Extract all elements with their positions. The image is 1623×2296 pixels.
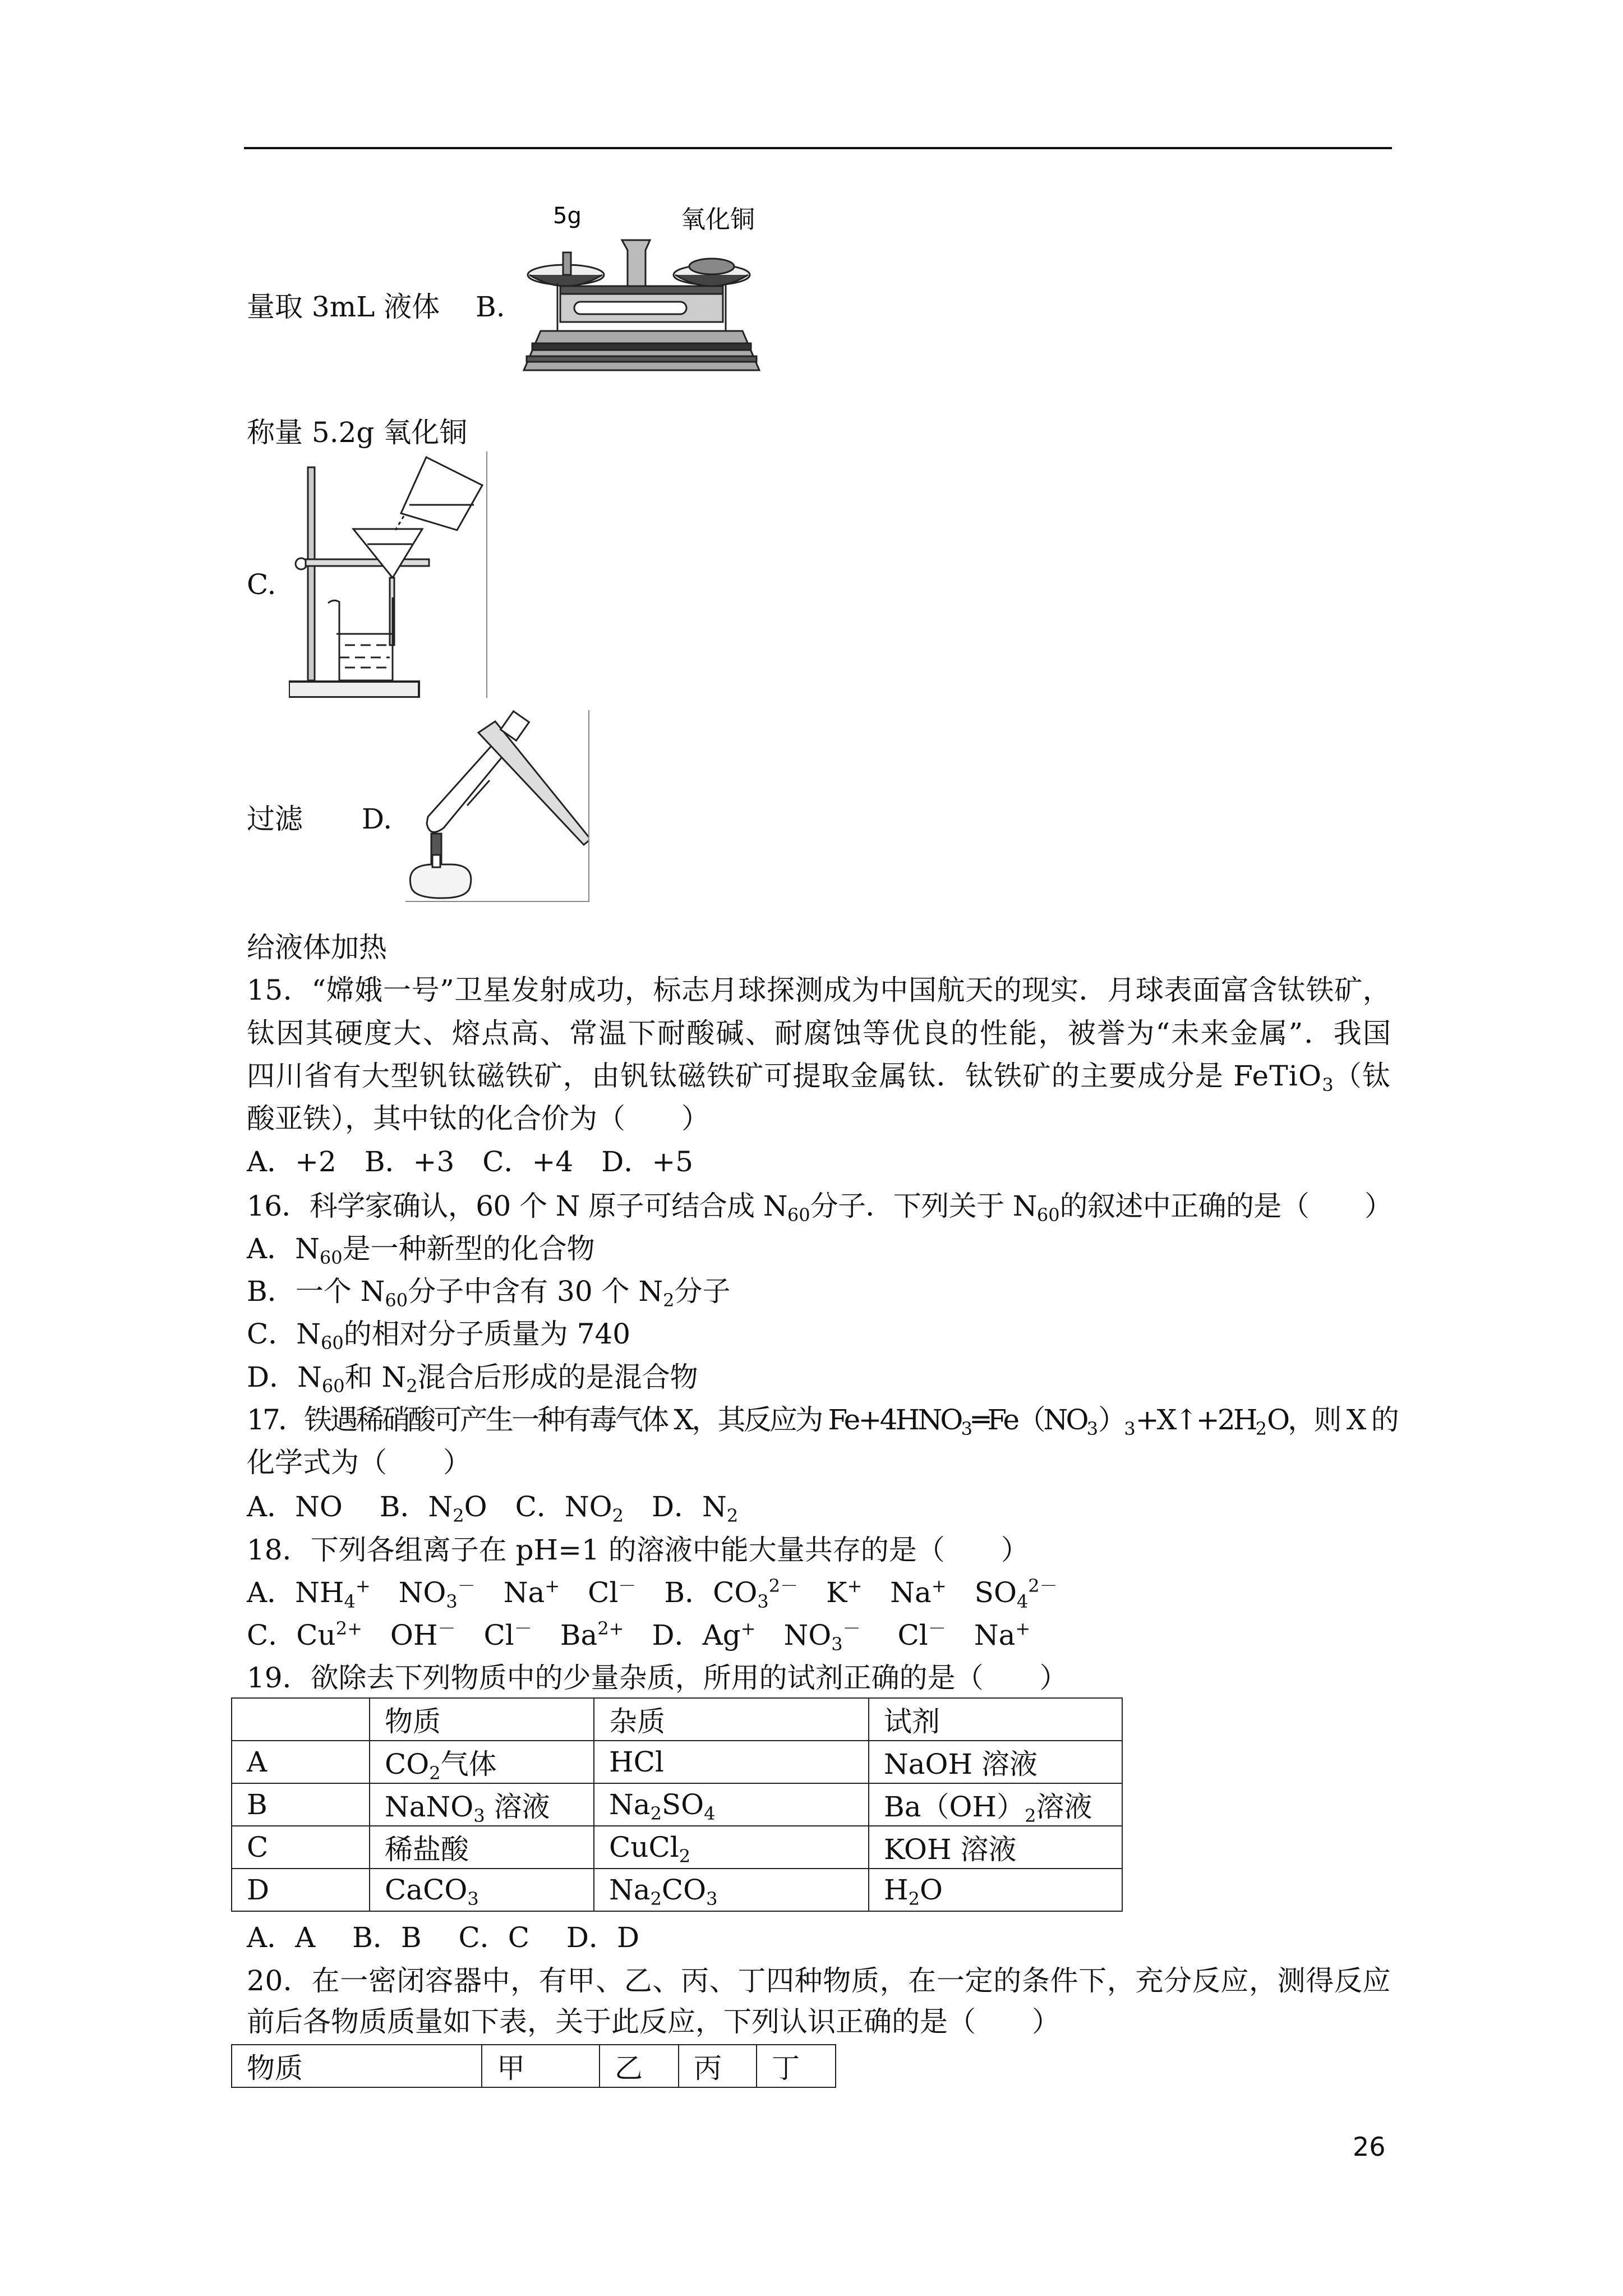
- table-cell: [869, 1869, 1122, 1911]
- table-header-cell: [594, 1698, 869, 1741]
- text-run: B．CO: [636, 1576, 758, 1609]
- table-header-cell: 丙: [679, 2045, 757, 2087]
- text-run: D．N: [247, 1361, 322, 1393]
- subscript: 60: [321, 1332, 344, 1354]
- text-run: 和 N: [344, 1361, 407, 1393]
- subscript: 60: [385, 1290, 408, 1311]
- subscript: 3: [1124, 1418, 1136, 1439]
- table-cell: [869, 1826, 1122, 1869]
- option-b-label: [476, 290, 505, 324]
- balance-icon: [524, 240, 759, 370]
- table-cell: [370, 1741, 594, 1783]
- text-run: 15．“嫦娥一号”卫星发射成功，标志月球探测成为中国航天的现实．月球表面富含钛铁矿，: [247, 974, 1391, 1006]
- text-run: O C．NO: [464, 1490, 612, 1523]
- q16-stem: [247, 1189, 1393, 1226]
- superscript: +: [545, 1575, 560, 1596]
- subscript: 4: [344, 1591, 356, 1612]
- option-a-caption: [247, 290, 440, 324]
- text-run: 16．科学家确认，60 个 N 原子可结合成 N: [247, 1190, 787, 1222]
- q20-table: [231, 2044, 836, 2088]
- text-run: D．Ag: [624, 1619, 741, 1651]
- subscript: 3: [1086, 1418, 1099, 1439]
- text-run: Cl: [560, 1576, 619, 1609]
- option-c-caption: [247, 802, 303, 836]
- table-cell: [370, 1826, 594, 1869]
- table-header-cell: 甲: [482, 2045, 600, 2087]
- table-header-cell: [370, 1698, 594, 1741]
- q18-options-cd: [247, 1618, 1391, 1655]
- subscript: 2: [650, 1803, 662, 1824]
- subscript: 2: [726, 1505, 739, 1526]
- q17-stem-line: [247, 1446, 1391, 1479]
- subscript: 3: [1322, 1074, 1334, 1096]
- table-header-cell: [232, 1698, 370, 1741]
- table-header-cell: [869, 1698, 1122, 1741]
- page-number: 26: [1353, 2132, 1386, 2162]
- q15-stem-line: [247, 973, 1391, 1007]
- superscript: +: [931, 1575, 947, 1596]
- superscript: +: [355, 1575, 371, 1596]
- text-run: A．+2 B．+3 C．+4 D．+5: [247, 1145, 694, 1178]
- text-run: ）: [1098, 1404, 1124, 1436]
- balance-figure: [518, 196, 765, 374]
- text-run: 化学式为（ ）: [247, 1446, 471, 1479]
- subscript: 60: [319, 1247, 343, 1268]
- text-run: 物质: [385, 1705, 441, 1738]
- text-run: Na: [609, 1874, 651, 1906]
- subscript: 2: [1025, 1805, 1036, 1826]
- text-run: 20．在一密闭容器中，有甲、乙、丙、丁四种物质，在一定的条件下，充分反应，测得反应: [247, 1964, 1391, 1997]
- text-run: OH: [362, 1619, 438, 1651]
- text-run: A．NO B．N: [247, 1490, 453, 1523]
- balance-sample-label: 氧化铜: [681, 205, 755, 234]
- text-run: 给液体加热: [247, 931, 387, 964]
- text-run: O: [919, 1874, 943, 1906]
- q15-stem-line: [247, 1016, 1391, 1050]
- text-run: A: [247, 1746, 268, 1778]
- superscript: －: [618, 1575, 637, 1596]
- q19-table: [231, 1697, 1123, 1912]
- subscript: 3: [467, 1888, 479, 1910]
- text-run: Na: [862, 1576, 932, 1609]
- superscript: －: [514, 1618, 532, 1639]
- table-cell: [232, 1783, 370, 1826]
- q15-options: [247, 1145, 1391, 1179]
- subscript: 3: [473, 1805, 485, 1826]
- superscript: 2－: [768, 1575, 799, 1596]
- subscript: 2: [406, 1375, 418, 1397]
- text-run: 称量 5.2g 氧化铜: [247, 416, 468, 449]
- table-cell: [594, 1741, 869, 1783]
- heating-figure: [405, 710, 589, 902]
- text-run: 分子: [674, 1275, 731, 1308]
- text-run: NO: [755, 1619, 832, 1651]
- table-header-cell: 乙: [600, 2045, 679, 2087]
- text-run: 溶液: [1036, 1791, 1092, 1823]
- text-run: 钛因其硬度大、熔点高、常温下耐酸碱、耐腐蚀等优良的性能，被誉为“未来金属”．我国: [247, 1017, 1393, 1050]
- text-run: B: [247, 1788, 268, 1821]
- text-run: B．一个 N: [247, 1275, 385, 1308]
- text-run: 17．铁遇稀硝酸可产生一种有毒气体 X，其反应为 Fe+4HNO: [247, 1404, 961, 1436]
- text-run: Cl: [860, 1619, 928, 1651]
- text-run: C.: [247, 568, 276, 601]
- text-run: CuCl: [609, 1831, 679, 1864]
- text-run: Na: [475, 1576, 545, 1609]
- table-header-cell: 丁: [757, 2045, 836, 2087]
- table-row: [232, 1698, 1122, 1741]
- q18-options-ab: [247, 1575, 1391, 1612]
- text-run: C: [247, 1831, 269, 1864]
- table-header-cell: 物质: [232, 2045, 482, 2087]
- table-cell: [232, 1869, 370, 1911]
- superscript: －: [842, 1618, 861, 1639]
- text-run: A．NH: [247, 1576, 344, 1609]
- filtration-figure: [289, 452, 487, 698]
- table-cell: [370, 1869, 594, 1911]
- text-run: D: [247, 1874, 270, 1906]
- text-run: （钛: [1333, 1060, 1391, 1092]
- q19-options: [247, 1921, 1391, 1954]
- text-run: K: [798, 1576, 847, 1609]
- subscript: 3: [961, 1418, 973, 1439]
- text-run: KOH 溶液: [884, 1833, 1017, 1866]
- subscript: 60: [321, 1375, 345, 1397]
- text-run: 的相对分子质量为 740: [343, 1318, 631, 1350]
- q20-stem-line: [247, 1964, 1391, 1998]
- table-cell: [869, 1741, 1122, 1783]
- text-run: B.: [476, 291, 505, 323]
- text-run: O，则 X 的: [1267, 1404, 1397, 1436]
- text-run: 混合后形成的是混合物: [417, 1361, 698, 1393]
- text-run: 前后各物质质量如下表，关于此反应，下列认识正确的是（ ）: [247, 2005, 1060, 2038]
- superscript: －: [928, 1618, 946, 1639]
- text-run: 溶液: [485, 1791, 550, 1823]
- text-run: 试剂: [884, 1705, 940, 1738]
- text-run: D.: [362, 803, 393, 835]
- text-run: ═Fe（NO: [972, 1404, 1087, 1436]
- option-b-caption: [247, 416, 467, 449]
- subscript: 3: [831, 1634, 843, 1655]
- text-run: Ba: [532, 1619, 598, 1651]
- superscript: －: [457, 1575, 476, 1596]
- table-cell: [594, 1783, 869, 1826]
- balance-weight-label: 5g: [553, 203, 582, 229]
- table-row: [232, 1741, 1122, 1783]
- text-run: 杂质: [609, 1705, 665, 1738]
- subscript: 2: [679, 1846, 691, 1867]
- subscript: 2: [453, 1505, 464, 1526]
- table-cell: [594, 1826, 869, 1869]
- text-run: CO: [385, 1748, 430, 1780]
- text-run: 气体: [440, 1748, 497, 1780]
- table-row: [232, 2045, 836, 2087]
- text-run: 18．下列各组离子在 pH=1 的溶液中能大量共存的是（ ）: [247, 1534, 1029, 1566]
- table-row: [232, 1869, 1122, 1911]
- subscript: 2: [650, 1888, 662, 1910]
- text-run: 19．欲除去下列物质中的少量杂质，所用的试剂正确的是（ ）: [247, 1662, 1068, 1694]
- text-run: NaOH 溶液: [884, 1748, 1038, 1780]
- table-cell: [869, 1783, 1122, 1826]
- q20-stem-line: [247, 2005, 1391, 2039]
- text-run: 量取 3mL 液体: [247, 291, 440, 323]
- text-run: HCl: [609, 1746, 664, 1778]
- text-run: H: [884, 1874, 909, 1906]
- text-run: 的叙述中正确的是（ ）: [1059, 1190, 1393, 1222]
- text-run: +X↑+2H: [1135, 1404, 1256, 1436]
- table-cell: [594, 1869, 869, 1911]
- table-cell: [232, 1741, 370, 1783]
- q16-option-d: [247, 1360, 1391, 1397]
- superscript: +: [740, 1618, 756, 1639]
- subscript: 60: [787, 1204, 810, 1226]
- table-cell: [232, 1826, 370, 1869]
- text-run: 四川省有大型钒钛磁铁矿，由钒钛磁铁矿可提取金属钛．钛铁矿的主要成分是 FeTiO: [247, 1060, 1322, 1092]
- option-d-caption: [247, 931, 387, 964]
- table-row: [232, 1826, 1122, 1869]
- q16-option-b: [247, 1274, 1391, 1311]
- text-run: A．A B．B C．C D．D: [247, 1921, 640, 1954]
- header-rule: [244, 147, 1392, 149]
- text-run: Ba（OH）: [884, 1791, 1025, 1823]
- q16-option-c: [247, 1317, 1391, 1354]
- option-d-label: [362, 802, 392, 836]
- subscript: 2: [612, 1505, 624, 1526]
- heating-icon: [410, 711, 588, 898]
- text-run: NaNO: [385, 1791, 474, 1823]
- subscript: 3: [757, 1591, 769, 1612]
- subscript: 2: [429, 1763, 441, 1783]
- subscript: 3: [706, 1888, 718, 1910]
- subscript: 4: [1016, 1591, 1029, 1612]
- q15-stem-line: [247, 1059, 1391, 1096]
- subscript: 2: [908, 1888, 920, 1910]
- q17-stem-line: [247, 1403, 1397, 1439]
- superscript: 2+: [597, 1618, 624, 1639]
- subscript: 3: [446, 1591, 458, 1612]
- table-cell: [370, 1783, 594, 1826]
- q19-stem: [247, 1661, 1391, 1695]
- text-run: NO: [370, 1576, 446, 1609]
- superscript: 2+: [335, 1618, 362, 1639]
- table-row: [232, 1783, 1122, 1826]
- subscript: 4: [704, 1803, 716, 1824]
- text-run: Na: [609, 1788, 651, 1821]
- superscript: 2－: [1028, 1575, 1058, 1596]
- subscript: 60: [1036, 1204, 1060, 1226]
- q18-stem: [247, 1533, 1391, 1567]
- text-run: 分子．下列关于 N: [810, 1190, 1037, 1222]
- text-run: CaCO: [385, 1874, 468, 1906]
- superscript: －: [437, 1618, 456, 1639]
- text-run: A．N: [247, 1232, 320, 1265]
- text-run: 酸亚铁），其中钛的化合价为（ ）: [247, 1102, 709, 1135]
- subscript: 2: [663, 1290, 675, 1311]
- q16-option-a: [247, 1232, 1391, 1266]
- text-run: Cl: [455, 1619, 514, 1651]
- text-run: D．N: [623, 1490, 727, 1523]
- text-run: C．N: [247, 1318, 321, 1350]
- text-run: 稀盐酸: [385, 1833, 469, 1866]
- text-run: 过滤: [247, 803, 303, 835]
- superscript: +: [847, 1575, 863, 1596]
- q17-options: [247, 1490, 1391, 1524]
- text-run: CO: [661, 1874, 707, 1906]
- text-run: C．Cu: [247, 1619, 336, 1651]
- text-run: SO: [661, 1788, 704, 1821]
- filtration-icon: [289, 457, 482, 697]
- q15-stem-line: [247, 1102, 1391, 1135]
- superscript: +: [1015, 1618, 1031, 1639]
- text-run: Na: [946, 1619, 1016, 1651]
- text-run: 分子中含有 30 个 N: [408, 1275, 663, 1308]
- text-run: 是一种新型的化合物: [342, 1232, 595, 1265]
- text-run: SO: [946, 1576, 1017, 1609]
- subscript: 2: [1255, 1418, 1267, 1439]
- option-c-label: [247, 568, 276, 601]
